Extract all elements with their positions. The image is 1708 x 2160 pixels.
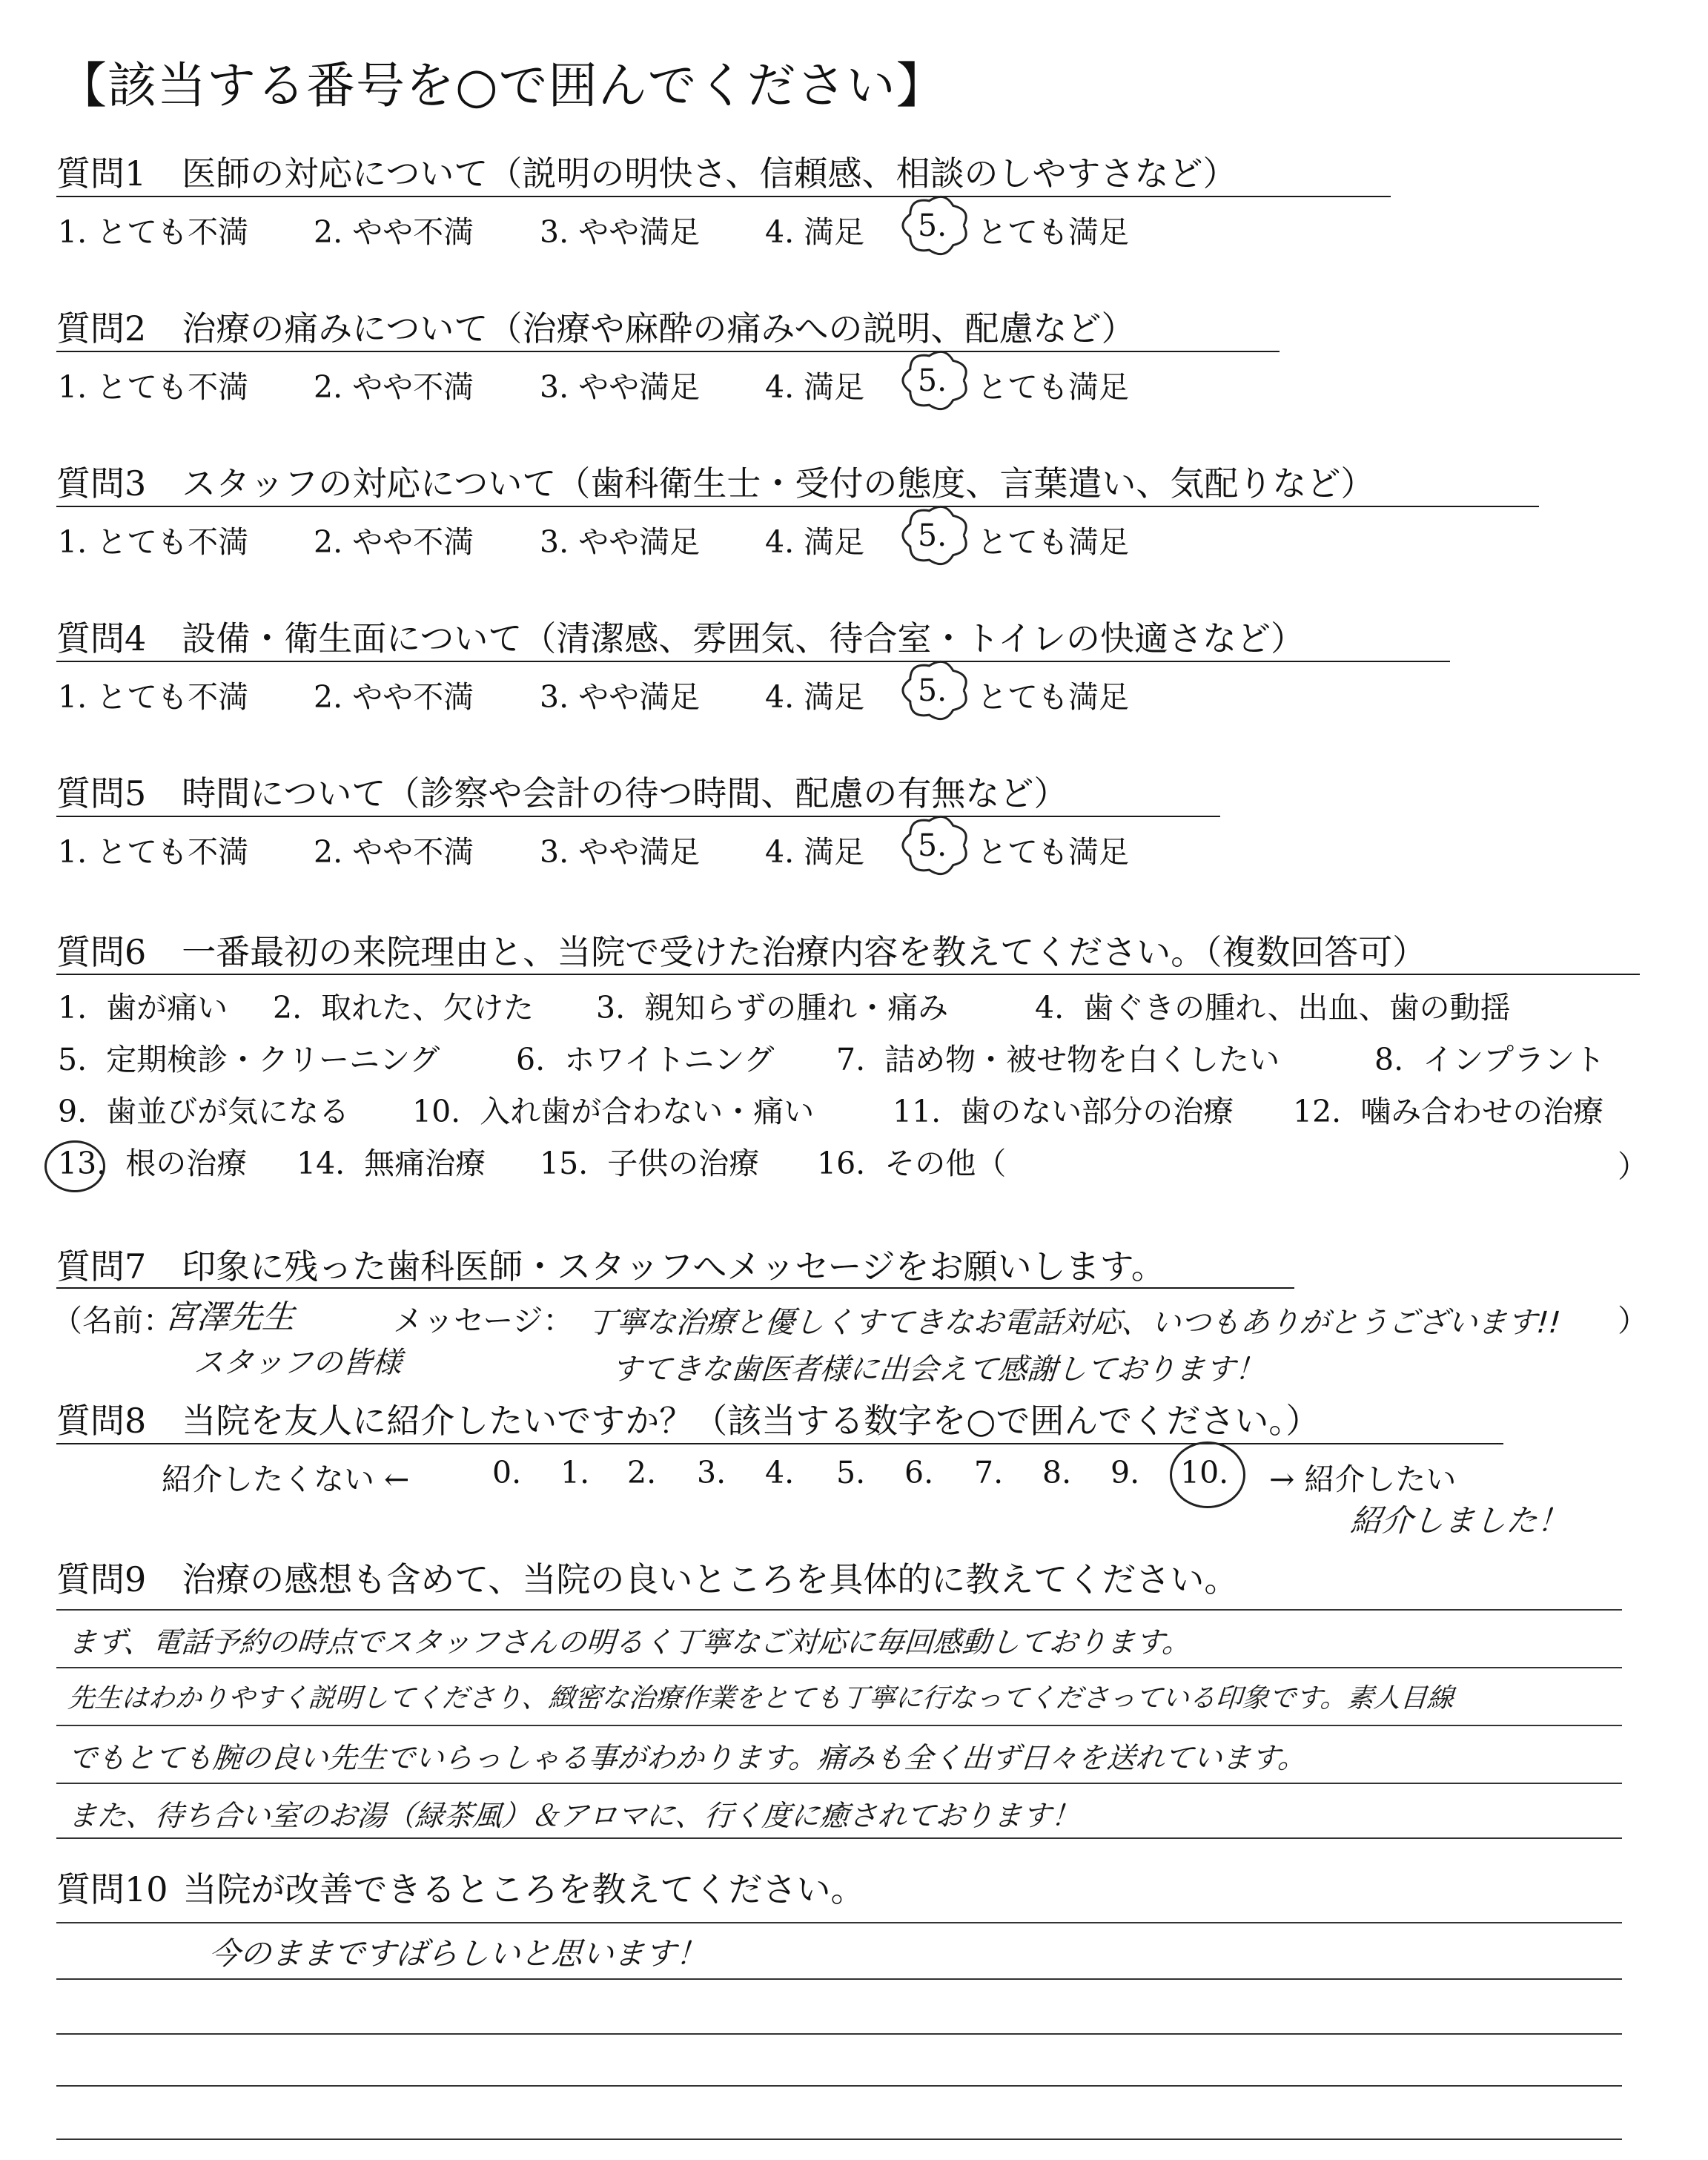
q5-option-6: とても満足 — [977, 834, 1129, 870]
q6-option-16-label: その他（ — [884, 1146, 1007, 1181]
q4-number: 質問4 — [56, 618, 147, 658]
q6-option-7-label: 詰め物・被せ物を白くしたい — [884, 1042, 1280, 1077]
q6-option-15-label: 子供の治療 — [607, 1146, 760, 1181]
q3-selected-circle — [895, 498, 976, 572]
q7-message-line2: すてきな歯医者様に出会えて感謝しております！ — [610, 1353, 1266, 1387]
q4-option-6: とても満足 — [977, 679, 1129, 715]
q3-option-3: 3. やや満足 — [540, 524, 701, 560]
q9-writing-line-1 — [56, 1609, 1622, 1611]
q3-option-1: 1. とても不満 — [58, 524, 249, 560]
q6-option-3-number: 3. — [596, 990, 626, 1025]
q5-option-4: 4. 満足 — [765, 834, 865, 870]
q6-option-6-label: ホワイトニング — [564, 1042, 775, 1077]
q5-text: 時間について（診察や会計の待つ時間、配慮の有無など） — [182, 773, 1068, 813]
q6-option-12-number: 12. — [1293, 1094, 1342, 1129]
q6-option-13-label: 根の治療 — [125, 1146, 248, 1181]
q8-number-6: 6. — [904, 1455, 934, 1490]
q6-option-11-number: 11. — [893, 1094, 941, 1129]
q9-answer-line-1: まず、電話予約の時点でスタッフさんの明るく丁寧なご対応に毎回感動しております。 — [67, 1626, 1193, 1659]
q10-writing-line-2 — [56, 1978, 1622, 1980]
q6-option-9-label: 歯並びが気になる — [106, 1094, 350, 1129]
q6-option-2-label: 取れた、欠けた — [321, 990, 534, 1025]
q7-message-line1: 丁寧な治療と優しくすてきなお電話対応、いつもありがとうございます!! — [586, 1306, 1562, 1340]
q6-option-16 — [817, 1139, 1006, 1183]
q6-option-5-label: 定期検診・クリーニング — [106, 1042, 440, 1077]
q4-selected-circle — [895, 653, 976, 727]
q1-heading — [56, 147, 1237, 196]
q2-text: 治療の痛みについて（治療や麻酔の痛みへの説明、配慮など） — [182, 308, 1136, 349]
q7-number: 質問7 — [56, 1246, 147, 1287]
q8-text: 当院を友人に紹介したいですか？（該当する数字を○で囲んでください。） — [182, 1401, 1320, 1441]
q7-underline — [56, 1287, 1294, 1289]
q10-writing-line-3 — [56, 2033, 1622, 2035]
q6-option-10-number: 10. — [412, 1094, 461, 1129]
q8-number-2: 2. — [627, 1455, 657, 1490]
q7-text: 印象に残った歯科医師・スタッフへメッセージをお願いします。 — [182, 1246, 1165, 1287]
q7-name-line2: スタッフの皆様 — [193, 1346, 403, 1380]
q6-option-3 — [596, 983, 948, 1027]
q2-number: 質問2 — [56, 308, 147, 349]
q5-underline — [56, 816, 1220, 817]
q4-option-2: 2. やや不満 — [314, 679, 474, 715]
q9-heading — [56, 1553, 1238, 1602]
q8-number-1: 1. — [560, 1455, 590, 1490]
q3-option-2: 2. やや不満 — [314, 524, 474, 560]
q6-option-4-label: 歯ぐきの腫れ、出血、歯の動揺 — [1083, 990, 1511, 1025]
q10-answer-line-1: 今のままですばらしいと思います！ — [208, 1935, 709, 1972]
q1-option-6: とても満足 — [977, 214, 1129, 250]
q6-option-6 — [516, 1035, 774, 1079]
q6-option-1-number: 1. — [58, 990, 87, 1025]
q1-option-5: 5. — [918, 208, 947, 243]
q6-option-3-label: 親知らずの腫れ・痛み — [644, 990, 949, 1025]
q3-heading — [56, 457, 1374, 506]
q6-option-11 — [893, 1087, 1234, 1131]
q6-heading — [56, 925, 1426, 974]
q2-selected-circle — [895, 343, 976, 417]
q6-option-14-number: 14. — [297, 1146, 345, 1181]
q6-option-12 — [1293, 1087, 1603, 1131]
q2-option-6: とても満足 — [977, 369, 1129, 405]
q6-option-4 — [1035, 983, 1511, 1027]
q1-option-1: 1. とても不満 — [58, 214, 249, 250]
q4-option-3: 3. やや満足 — [540, 679, 701, 715]
q1-option-2: 2. やや不満 — [314, 214, 474, 250]
q9-writing-line-4 — [56, 1783, 1622, 1784]
q6-option-2 — [273, 983, 534, 1027]
q8-number-7: 7. — [974, 1455, 1004, 1490]
q6-option-14-label: 無痛治療 — [364, 1146, 486, 1181]
q4-text: 設備・衛生面について（清潔感、雰囲気、待合室・トイレの快適さなど） — [182, 618, 1305, 658]
q5-option-1: 1. とても不満 — [58, 834, 249, 870]
q6-option-12-label: 噛み合わせの治療 — [1360, 1094, 1604, 1129]
q10-writing-line-4 — [56, 2085, 1622, 2087]
q6-option-8-number: 8. — [1374, 1042, 1404, 1077]
q4-option-1: 1. とても不満 — [58, 679, 249, 715]
q4-underline — [56, 661, 1450, 662]
q7-heading — [56, 1240, 1165, 1289]
q6-option-15 — [540, 1139, 759, 1183]
q6-option-15-number: 15. — [540, 1146, 589, 1181]
q2-option-3: 3. やや満足 — [540, 369, 701, 405]
q9-number: 質問9 — [56, 1559, 147, 1599]
q9-answer-line-4: また、待ち合い室のお湯（緑茶風）＆アロマに、行く度に癒されております！ — [67, 1800, 1082, 1833]
q1-option-4: 4. 満足 — [765, 214, 865, 250]
q8-number-3: 3. — [697, 1455, 726, 1490]
q6-option-6-number: 6. — [516, 1042, 546, 1077]
q8-left-label: 紹介したくない ← — [162, 1462, 410, 1497]
q3-option-4: 4. 満足 — [765, 524, 865, 560]
q8-heading — [56, 1394, 1320, 1443]
q9-writing-line-3 — [56, 1725, 1622, 1726]
q1-underline — [56, 196, 1391, 197]
q7-name-label: （名前： — [52, 1303, 173, 1338]
q3-number: 質問3 — [56, 463, 147, 503]
q6-option-9 — [58, 1087, 349, 1131]
q2-underline — [56, 351, 1280, 352]
q7-name-line1: 宮澤先生 — [162, 1298, 297, 1336]
q6-option-5 — [58, 1035, 440, 1079]
q6-option-11-label: 歯のない部分の治療 — [960, 1094, 1234, 1129]
q9-text: 治療の感想も含めて、当院の良いところを具体的に教えてください。 — [182, 1559, 1239, 1599]
q6-option-4-number: 4. — [1035, 990, 1065, 1025]
q6-option-1-label: 歯が痛い — [106, 990, 228, 1025]
q6-option-5-number: 5. — [58, 1042, 87, 1077]
q5-number: 質問5 — [56, 773, 147, 813]
q4-heading — [56, 612, 1305, 661]
q2-option-4: 4. 満足 — [765, 369, 865, 405]
q9-answer-line-3: でもとても腕の良い先生でいらっしゃる事がわかります。痛みも全く出ず日々を送れています。 — [67, 1742, 1308, 1775]
q1-text: 医師の対応について（説明の明快さ、信頼感、相談のしやすさなど） — [182, 153, 1237, 194]
q6-option-7-number: 7. — [836, 1042, 866, 1077]
q10-number: 質問10 — [56, 1869, 168, 1909]
q3-option-5: 5. — [918, 518, 947, 553]
q6-selected-circle — [44, 1140, 105, 1192]
q6-option-2-number: 2. — [273, 990, 302, 1025]
q10-heading — [56, 1863, 865, 1912]
q9-writing-line-5 — [56, 1837, 1622, 1839]
q9-answer-line-2: 先生はわかりやすく説明してくださり、緻密な治療作業をとても丁寧に行なってくださっている印象です。素人目線 — [67, 1683, 1455, 1714]
q6-option-10 — [412, 1087, 814, 1131]
q3-underline — [56, 506, 1539, 507]
q8-number: 質問8 — [56, 1401, 147, 1441]
q6-close-paren: ） — [1618, 1149, 1648, 1184]
q8-number-0: 0. — [492, 1455, 522, 1490]
q8-selected-circle — [1170, 1441, 1245, 1508]
q6-option-8-label: インプラント — [1423, 1042, 1606, 1077]
q8-number-9: 9. — [1110, 1455, 1140, 1490]
q6-underline — [56, 974, 1640, 975]
q5-option-5: 5. — [918, 828, 947, 863]
q2-option-5: 5. — [918, 363, 947, 398]
q2-option-1: 1. とても不満 — [58, 369, 249, 405]
q6-text: 一番最初の来院理由と、当院で受けた治療内容を教えてください。（複数回答可） — [182, 932, 1427, 972]
q6-number: 質問6 — [56, 932, 147, 972]
page-title: 【該当する番号を○で囲んでください】 — [58, 57, 946, 114]
q5-option-2: 2. やや不満 — [314, 834, 474, 870]
q6-option-1 — [58, 983, 228, 1027]
q9-writing-line-2 — [56, 1667, 1622, 1668]
q3-text: スタッフの対応について（歯科衛生士・受付の態度、言葉遣い、気配りなど） — [182, 463, 1375, 503]
q10-writing-line-1 — [56, 1922, 1622, 1923]
q8-number-8: 8. — [1042, 1455, 1072, 1490]
q1-selected-circle — [895, 188, 976, 262]
q8-number-10: 10. — [1180, 1455, 1229, 1490]
q5-selected-circle — [895, 808, 976, 882]
q3-option-6: とても満足 — [977, 524, 1129, 560]
q8-handwritten-note: 紹介しました！ — [1349, 1502, 1570, 1539]
q4-option-4: 4. 満足 — [765, 679, 865, 715]
q10-text: 当院が改善できるところを教えてください。 — [182, 1869, 865, 1909]
q8-number-4: 4. — [765, 1455, 795, 1490]
q1-option-3: 3. やや満足 — [540, 214, 701, 250]
q6-option-7 — [836, 1035, 1280, 1079]
q5-option-3: 3. やや満足 — [540, 834, 701, 870]
q8-underline — [56, 1443, 1503, 1444]
q2-option-2: 2. やや不満 — [314, 369, 474, 405]
q7-message-label: メッセージ： — [393, 1303, 574, 1338]
q4-option-5: 5. — [918, 673, 947, 708]
q8-number-5: 5. — [836, 1455, 866, 1490]
q6-option-16-number: 16. — [817, 1146, 866, 1181]
q6-option-9-number: 9. — [58, 1094, 87, 1129]
q6-option-8 — [1374, 1035, 1605, 1079]
q6-option-13-number: 13. — [58, 1146, 107, 1181]
q6-option-10-label: 入れ歯が合わない・痛い — [480, 1094, 815, 1129]
q8-right-label: → 紹介したい — [1269, 1462, 1457, 1497]
q10-writing-line-5 — [56, 2138, 1622, 2140]
q7-close-paren: ） — [1618, 1303, 1648, 1338]
q6-option-14 — [297, 1139, 486, 1183]
q1-number: 質問1 — [56, 153, 147, 194]
